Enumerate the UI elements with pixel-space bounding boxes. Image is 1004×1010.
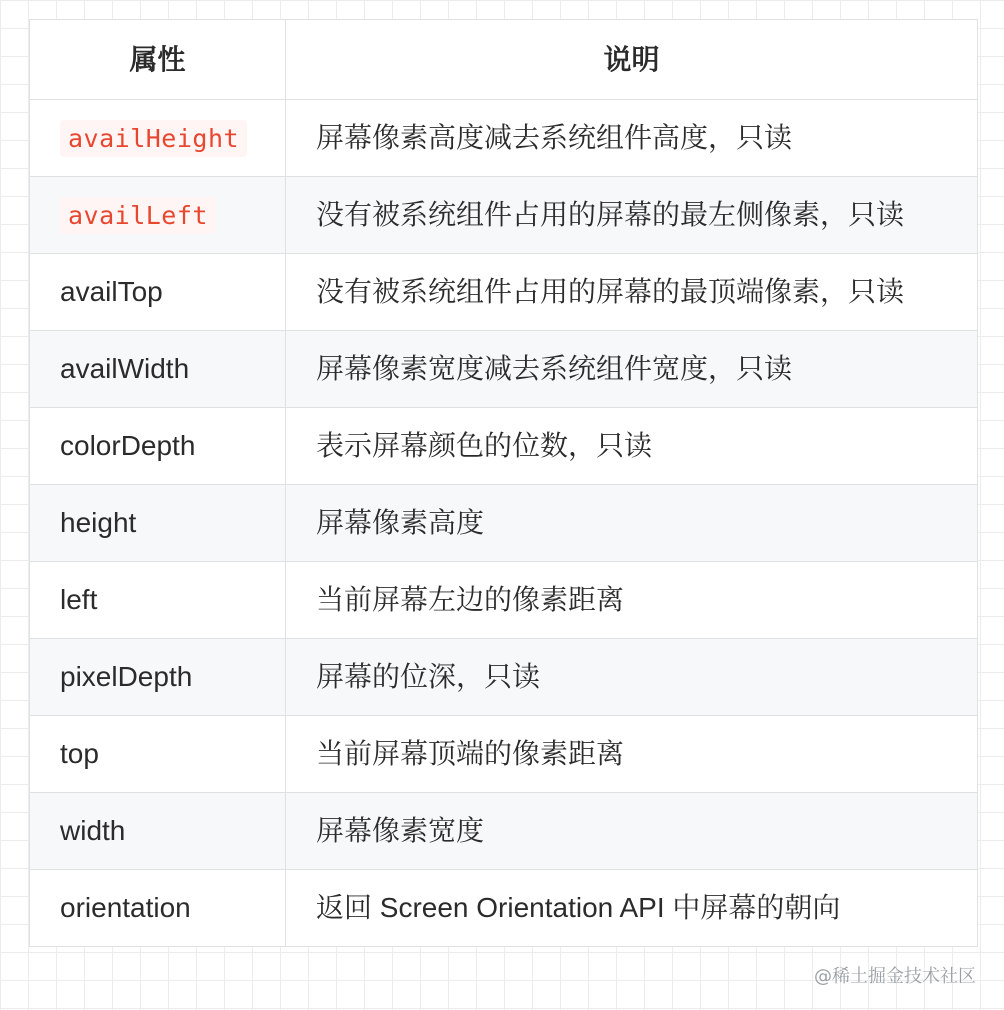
property-cell: left	[30, 562, 286, 639]
description-cell: 返回 Screen Orientation API 中屏幕的朝向	[286, 870, 978, 947]
description-cell: 屏幕像素高度	[286, 485, 978, 562]
description-cell: 没有被系统组件占用的屏幕的最顶端像素，只读	[286, 254, 978, 331]
table-row	[30, 562, 978, 639]
table-body	[30, 100, 978, 947]
table-header	[30, 20, 978, 100]
description-cell: 屏幕像素高度减去系统组件高度，只读	[286, 100, 978, 177]
table-row	[30, 408, 978, 485]
property-cell: width	[30, 793, 286, 870]
property-cell	[30, 177, 286, 254]
table-row	[30, 177, 978, 254]
description-cell: 没有被系统组件占用的屏幕的最左侧像素，只读	[286, 177, 978, 254]
table-row	[30, 639, 978, 716]
table-row	[30, 870, 978, 947]
property-cell	[30, 100, 286, 177]
property-cell: height	[30, 485, 286, 562]
table-row	[30, 331, 978, 408]
screen-properties-table-wrapper	[29, 19, 977, 947]
table-row	[30, 793, 978, 870]
description-cell: 屏幕的位深，只读	[286, 639, 978, 716]
header-property: 属性	[30, 20, 286, 100]
property-cell: top	[30, 716, 286, 793]
property-cell: orientation	[30, 870, 286, 947]
table-row	[30, 100, 978, 177]
header-row	[30, 20, 978, 100]
description-cell: 表示屏幕颜色的位数，只读	[286, 408, 978, 485]
description-cell: 当前屏幕左边的像素距离	[286, 562, 978, 639]
header-description: 说明	[286, 20, 978, 100]
table-row	[30, 485, 978, 562]
table-row	[30, 716, 978, 793]
property-cell: colorDepth	[30, 408, 286, 485]
table-row	[30, 254, 978, 331]
property-code: availLeft	[60, 197, 216, 234]
watermark: @稀土掘金技术社区	[814, 966, 976, 987]
property-cell: availTop	[30, 254, 286, 331]
property-cell: availWidth	[30, 331, 286, 408]
property-code: availHeight	[60, 120, 247, 157]
screen-properties-table	[29, 19, 978, 947]
description-cell: 当前屏幕顶端的像素距离	[286, 716, 978, 793]
description-cell: 屏幕像素宽度减去系统组件宽度，只读	[286, 331, 978, 408]
description-cell: 屏幕像素宽度	[286, 793, 978, 870]
property-cell: pixelDepth	[30, 639, 286, 716]
